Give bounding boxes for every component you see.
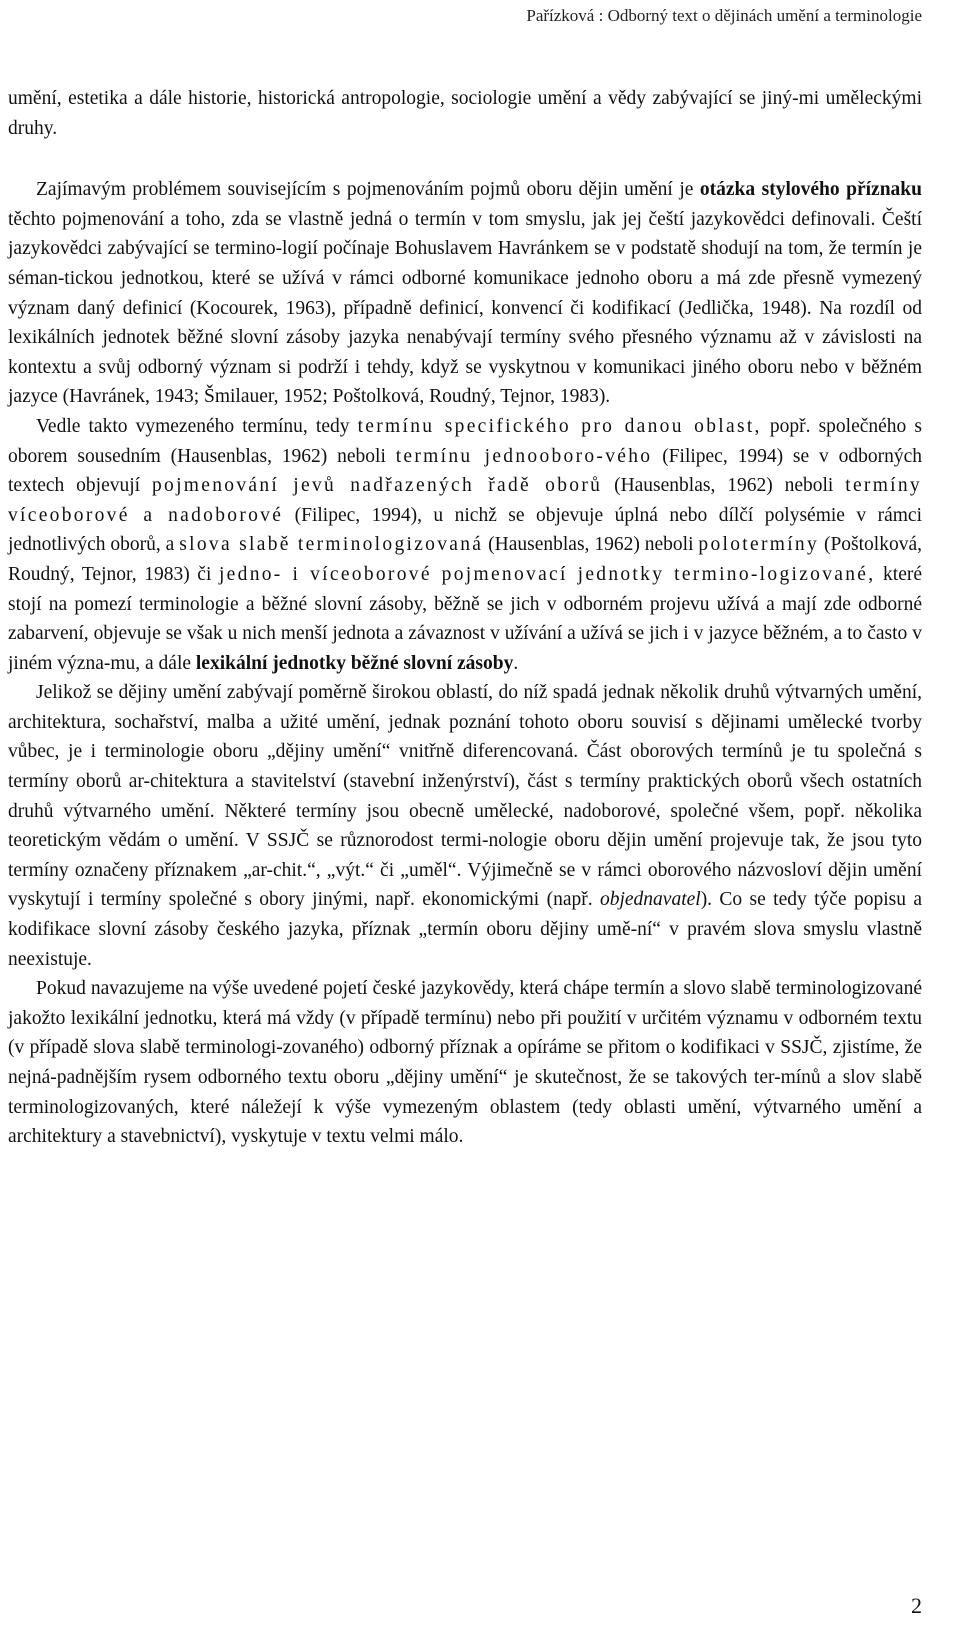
paragraph-text: (Poštolková, Roudný, Tejnor, 1983) či: [8, 534, 922, 585]
paragraph-text: (Hausenblas, 1962) neboli: [483, 534, 699, 556]
spaced-term: pojmenování jevů nadřazených řadě oborů: [151, 475, 603, 497]
paragraph-continued: [8, 84, 922, 143]
spaced-term: slova slabě terminologizovaná: [179, 534, 484, 556]
paragraph-stylistic-marker: [8, 175, 922, 412]
running-header: Pařízková : Odborný text o dějinách umění a terminologie: [526, 6, 922, 25]
bold-term: lexikální jednotky běžné slovní zásoby: [195, 652, 514, 674]
paragraph-text: (Hausenblas, 1962) neboli: [602, 475, 846, 497]
paragraph-text: těchto pojmenování a toho, zda se vlastně jedná o termín v tom smyslu, jak jej čeští jazykovědci definovali. Čeští jazykovědci zabývající se termino-logií počínaje Bohuslavem Havránkem se v podstatě shodují na tom, že termín je séman-tickou jednotkou, které se užívá v rámci odborné komunikace jednoho oboru a má zde přesně vymezený význam daný definicí (Kocourek, 1963), případně definicí, konvencí či kodifikací (Jedlička, 1948). Na rozdíl od lexikálních jednotek běžné slovní zásoby jazyka nenabývají termíny svého přesného významu až v závislosti na kontextu a svůj odborný význam si podrží i tehdy, když se vyskytnou v komunikaci jiného oboru nebo v běžném jazyce (Havránek, 1943; Šmilauer, 1952; Poštolková, Roudný, Tejnor, 1983).: [8, 208, 922, 408]
paragraph-text: ). Co se tedy týče popisu a kodifikace slovní zásoby českého jazyka, příznak „termín oboru dějiny umě-ní“ v pravém slova smyslu vlastně neexistuje.: [8, 889, 922, 970]
paragraph-text: Jelikož se dějiny umění zabývají poměrně širokou oblastí, do níž spadá jednak několik druhů výtvarných umění, architektura, sochařství, malba a užité umění, jednak poznání tohoto oboru souvisí s dějinami umělecké tvorby vůbec, je i terminologie oboru „dějiny umění“ vnitřně diferencovaná. Část oborových termínů je tu společná s termíny oborů ar-chitektura a stavitelství (stavební inženýrství), část s termíny praktických oborů všech ostatních druhů výtvarného umění. Některé termíny jsou obecně umělecké, nadoborové, společné všem, popř. několika teoretickým vědám o umění. V SSJČ se různorodost termi-nologie oboru dějin umění projevuje tak, že jsou tyto termíny označeny příznakem „ar-chit.“, „výt.“ či „uměl“. Výjimečně se v rámci oborového názvosloví dějin umění vyskytují i termíny společné s obory jinými, např. ekonomickými (např.: [8, 682, 922, 911]
paragraph-text: popř. společného s oborem sousedním (Hausenblas, 1962) neboli: [8, 415, 922, 467]
paragraph-text: Zajímavým problémem souvisejícím s pojmenováním pojmů oboru dějin umění je: [36, 179, 700, 201]
paragraph-text: (Filipec, 1994) se v odborných textech objevují: [8, 445, 922, 497]
bold-term: otázka stylového příznaku: [699, 179, 922, 201]
paragraph-term-types: [8, 412, 922, 678]
page-number: 2: [911, 1593, 922, 1618]
paragraph-conclusion: [8, 974, 922, 1152]
spaced-term: termínu specifického pro danou oblast,: [357, 415, 762, 437]
paragraph-art-history-scope: [8, 678, 922, 974]
italic-example: objednavatel: [599, 889, 701, 911]
spaced-term: polotermíny: [698, 534, 820, 556]
spaced-term: jedno- i víceoborové pojmenovací jednotky termino-logizované,: [218, 563, 876, 585]
spaced-term: termínu jednooboro-vého: [395, 445, 653, 467]
paragraph-text: .: [513, 652, 519, 674]
paragraph-text: (Filipec, 1994), u nichž se objevuje úplná nebo dílčí polysémie v rámci jednotlivých oborů, a: [8, 504, 922, 556]
paragraph-text: které stojí na pomezí terminologie a běžné slovní zásoby, běžně se jich v odborném projevu užívá a mají zde odborné zabarvení, objevuje se však u nich menší jednota a závaznost v užívání a užívá se jich i v jazyce běžném, a to často v jiném význa-mu, a dále: [8, 563, 922, 674]
paragraph-text: Pokud navazujeme na výše uvedené pojetí české jazykovědy, která chápe termín a slovo slabě terminologizované jakožto lexikální jednotku, která má vždy (v případě termínu) nebo při použití v určitém významu v odborném textu (v případě slova slabě terminologi-zovaného) odborný příznak a opíráme se přitom o kodifikaci v SSJČ, zjistíme, že nejná-padnějším rysem odborného textu oboru „dějiny umění“ je skutečnost, že se takových ter-mínů a slov slabě terminologizovaných, které náležejí k výše vymezeným oblastem (tedy oblasti umění, výtvarného umění a architektury a stavebnictví), vyskytuje v textu velmi málo.: [8, 978, 922, 1148]
paragraph-text: Vedle takto vymezeného termínu, tedy: [36, 415, 358, 437]
spaced-term: termíny víceoborové a nadoborové: [8, 475, 922, 526]
body-text: [8, 84, 922, 1152]
paragraph-text: umění, estetika a dále historie, historická antropologie, sociologie umění a vědy zabývající se jiný-mi uměleckými druhy.: [8, 88, 922, 139]
